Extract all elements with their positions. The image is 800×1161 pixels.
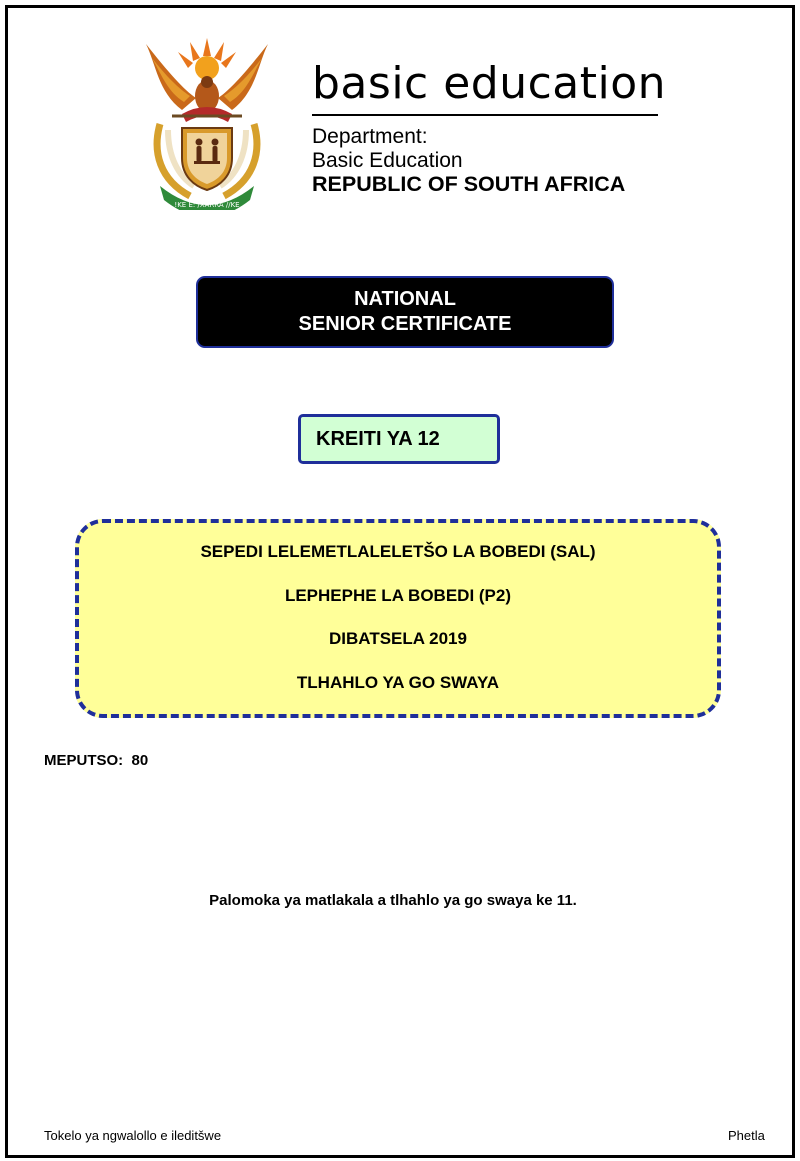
grade-box [298,414,500,464]
brand-title: basic education [312,58,667,109]
total-marks: MEPUTSO: 80 [44,752,149,769]
subject-paper: LEPHEPHE LA BOBEDI (P2) [284,586,512,605]
subject-panel [75,519,721,718]
certificate-banner [196,276,614,348]
coat-of-arms-logo [138,34,276,210]
brand-underline [312,114,658,116]
grade-label: KREITI YA 12 [316,427,440,450]
subject-language: SEPEDI LELEMETLALELETŠO LA BOBEDI (SAL) [200,542,596,561]
country-name: REPUBLIC OF SOUTH AFRICA [312,172,626,196]
page-count-note: Palomoka ya matlakala a tlhahlo ya go swaya ke 11. [209,892,577,909]
subject-session: DIBATSELA 2019 [329,629,467,648]
department-name: Basic Education [312,149,463,172]
department-label: Department: [312,125,428,148]
certificate-line-1: NATIONAL [354,288,456,310]
footer-turn-over: Phetla [728,1128,765,1143]
svg-text:!KE E: /XARRA //KE: !KE E: /XARRA //KE [174,201,240,209]
subject-document-type: TLHAHLO YA GO SWAYA [296,673,500,692]
certificate-line-2: SENIOR CERTIFICATE [298,313,512,335]
footer-copyright: Tokelo ya ngwalollo e ileditšwe [44,1128,222,1143]
